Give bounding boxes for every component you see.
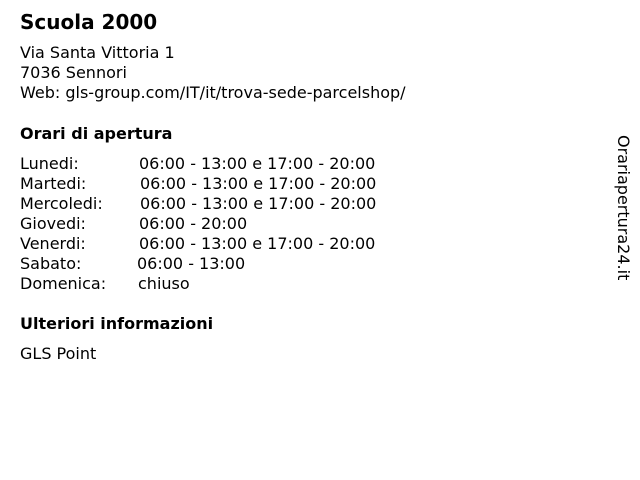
day-label: Martedi: [20,174,87,193]
day-label: Lunedi: [20,154,79,173]
hours-row-thursday [20,214,248,234]
day-hours: 06:00 - 13:00 e 17:00 - 20:00 [139,234,376,253]
day-label: Venerdi: [20,234,86,253]
day-label: Giovedi: [20,214,86,233]
address-city: 7036 Sennori [20,63,127,82]
address-street: Via Santa Vittoria 1 [20,43,175,62]
site-watermark: Orariapertura24.it [614,135,633,281]
hours-row-sunday [20,274,190,294]
day-label: Mercoledi: [20,194,103,213]
day-hours: 06:00 - 20:00 [139,214,248,233]
day-hours: chiuso [138,274,190,293]
day-label: Sabato: [20,254,82,273]
day-hours: 06:00 - 13:00 e 17:00 - 20:00 [140,194,377,213]
day-hours: 06:00 - 13:00 e 17:00 - 20:00 [139,154,376,173]
hours-row-monday [20,154,376,174]
day-hours: 06:00 - 13:00 [137,254,246,273]
opening-hours-heading: Orari di apertura [20,124,173,143]
hours-row-wednesday [20,194,377,214]
opening-hours-table [20,154,377,294]
further-info-heading: Ulteriori informazioni [20,314,214,333]
further-info-text: GLS Point [20,344,97,363]
hours-row-saturday [20,254,246,274]
business-address [20,43,406,103]
day-label: Domenica: [20,274,107,293]
website-line: Web: gls-group.com/IT/it/trova-sede-parcelshop/ [20,83,406,102]
business-name: Scuola 2000 [20,10,158,34]
day-hours: 06:00 - 13:00 e 17:00 - 20:00 [140,174,377,193]
hours-row-friday [20,234,376,254]
hours-row-tuesday [20,174,377,194]
